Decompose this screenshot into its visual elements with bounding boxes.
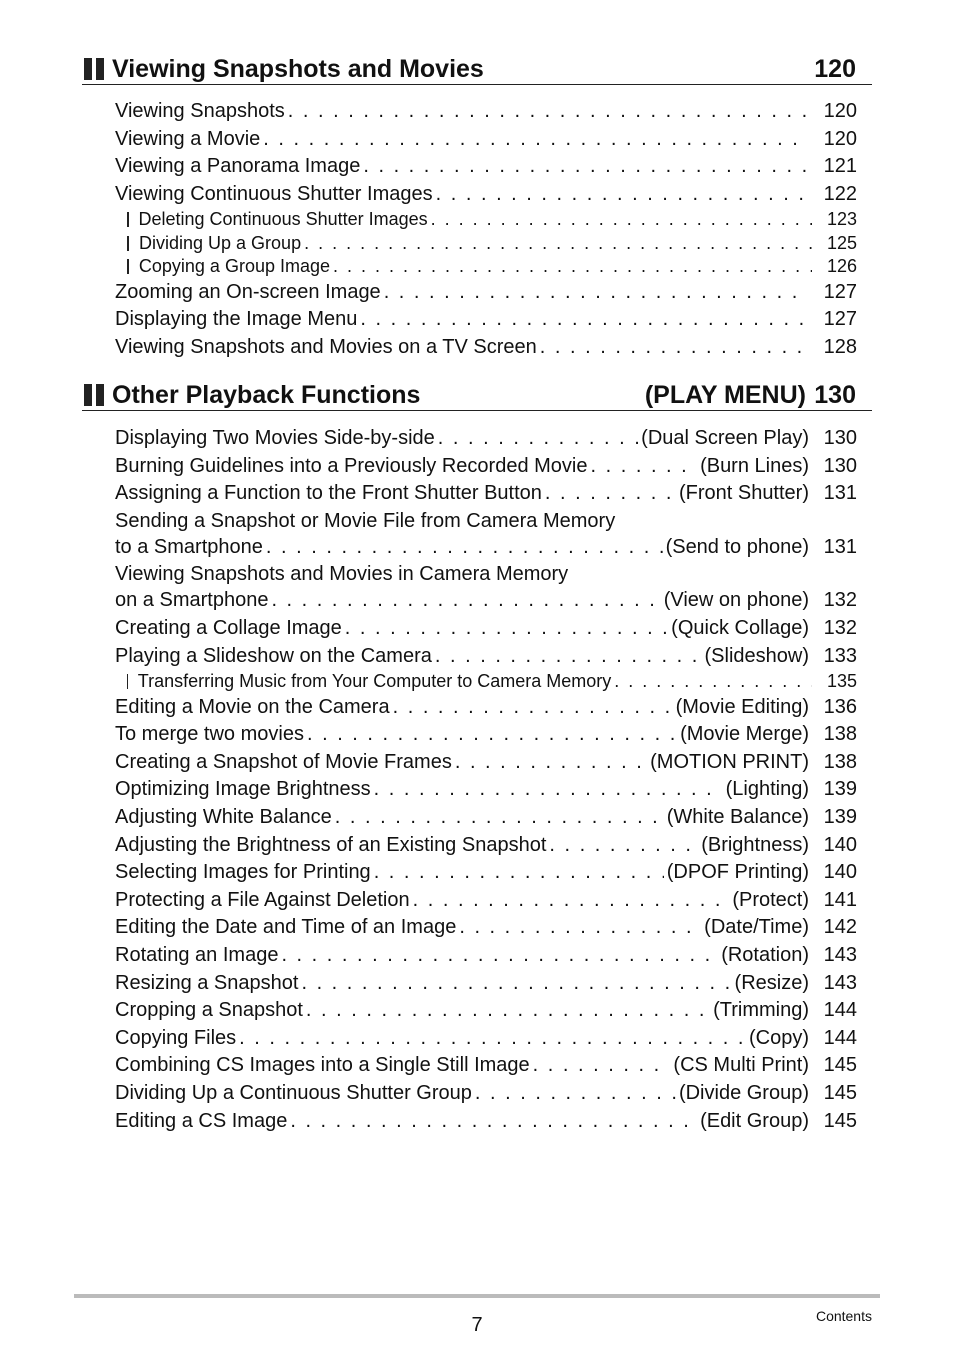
toc-entry-page: 125 [826, 232, 857, 253]
toc-entry-label: Playing a Slideshow on the Camera [115, 644, 432, 667]
toc-entry-label: Zooming an On-screen Image [115, 280, 381, 303]
toc-entry-menu-tag: (White Balance) [666, 806, 809, 829]
dot-leader [533, 1052, 671, 1080]
bullet-marker-icon [127, 259, 129, 274]
toc-entry-page: 121 [823, 155, 857, 178]
toc-entry-menu-tag: (Slideshow) [704, 644, 809, 667]
bullet-marker-icon [127, 236, 129, 251]
toc-entry[interactable] [115, 126, 857, 154]
toc-entry-menu-tag: (View on phone) [663, 589, 809, 612]
dot-leader [307, 721, 677, 749]
dot-leader [335, 804, 664, 832]
toc-entry[interactable] [115, 832, 857, 860]
toc-entry-page: 138 [823, 750, 857, 773]
toc-entry[interactable] [115, 279, 857, 307]
toc-entry-page: 138 [823, 723, 857, 746]
toc-entry-label: Displaying the Image Menu [115, 308, 358, 331]
footer-divider [74, 1294, 880, 1298]
toc-entry[interactable] [115, 98, 857, 126]
dot-leader [290, 1108, 697, 1136]
toc-entry-label: Viewing Snapshots [115, 100, 285, 122]
toc-entry-label: Editing a Movie on the Camera [115, 695, 390, 718]
dot-leader [301, 970, 731, 998]
toc-entry-menu-tag: (Date/Time) [704, 916, 809, 939]
toc-entry[interactable] [115, 480, 857, 508]
toc-entry[interactable] [115, 694, 857, 722]
section-heading [82, 54, 872, 85]
dot-leader [239, 1025, 746, 1053]
dot-leader [436, 181, 806, 209]
toc-entry-page: 123 [826, 209, 857, 230]
bullet-marker-icon [127, 212, 129, 227]
toc-entry-page: 120 [823, 100, 857, 122]
toc-entry-line1[interactable]: Viewing Snapshots and Movies in Camera Memory [115, 563, 569, 586]
section-page-number[interactable]: 130 [814, 381, 856, 409]
footer-page-number: 7 [471, 1314, 483, 1336]
dot-leader [431, 208, 812, 232]
toc-entry-label: Rotating an Image [115, 944, 279, 966]
toc-entry-label: Optimizing Image Brightness [115, 778, 371, 801]
toc-entry[interactable] [115, 970, 857, 998]
toc-entry-label: Assigning a Function to the Front Shutter Button [115, 482, 542, 505]
toc-entry-label: on a Smartphone [115, 589, 269, 612]
toc-entry[interactable] [115, 306, 857, 334]
toc-entry-page: 140 [823, 833, 857, 856]
toc-entry-page: 131 [823, 482, 857, 505]
bullet-marker-icon [127, 674, 128, 689]
toc-entry[interactable] [115, 1025, 857, 1053]
section-page-number[interactable]: 120 [814, 55, 856, 83]
toc-entry-menu-tag: (Lighting) [725, 778, 809, 801]
toc-entry[interactable] [115, 181, 857, 209]
toc-entry-label: Combining CS Images into a Single Still Image [115, 1054, 530, 1077]
toc-entry-page: 127 [823, 280, 857, 303]
toc-entry-menu-tag: (Front Shutter) [678, 482, 809, 505]
dot-leader [614, 670, 812, 694]
toc-entry-page: 131 [823, 535, 857, 558]
dot-leader [475, 1080, 676, 1108]
dot-leader [393, 694, 673, 722]
toc-entry[interactable] [115, 643, 857, 671]
toc-entry-menu-tag: (CS Multi Print) [673, 1054, 809, 1077]
toc-entry-page: 126 [826, 256, 857, 277]
toc-entry-label: Burning Guidelines into a Previously Recorded Movie [115, 454, 588, 477]
toc-entry[interactable] [115, 1108, 857, 1136]
footer-contents-label[interactable]: Contents [815, 1308, 872, 1324]
toc-entry[interactable] [115, 153, 857, 181]
toc-entry-label: Protecting a File Against Deletion [115, 888, 410, 911]
toc-entry-list [115, 425, 857, 1135]
toc-entry[interactable] [115, 1080, 857, 1108]
toc-entry-label: Copying a Group Image [138, 256, 330, 277]
toc-entry-label: Editing the Date and Time of an Image [115, 916, 457, 939]
toc-entry-menu-tag: (MOTION PRINT) [650, 750, 809, 773]
toc-entry-label: Selecting Images for Printing [115, 861, 371, 884]
toc-entry-list [115, 98, 857, 362]
dot-leader [306, 997, 710, 1025]
dot-leader [363, 153, 806, 181]
toc-entry-page: 120 [823, 127, 857, 150]
toc-entry-line1[interactable]: Sending a Snapshot or Movie File from Camera Memory [115, 509, 616, 532]
toc-entry-page: 145 [823, 1054, 857, 1077]
toc-entry[interactable] [115, 1052, 857, 1080]
toc-entry-label: Dividing Up a Continuous Shutter Group [115, 1081, 472, 1104]
toc-entry-label: to a Smartphone [115, 535, 263, 558]
toc-entry-menu-tag: (Trimming) [713, 999, 809, 1022]
toc-entry-label: To merge two movies [115, 723, 304, 746]
toc-entry-page: 143 [823, 944, 857, 966]
dot-leader [413, 887, 730, 915]
toc-entry[interactable] [115, 997, 857, 1025]
toc-entry-page: 122 [823, 182, 857, 205]
toc-entry-menu-tag: (Rotation) [721, 944, 809, 966]
dot-leader [304, 232, 812, 256]
toc-entry-page: 130 [823, 427, 857, 449]
toc-entry[interactable] [115, 749, 857, 777]
section-title[interactable]: Other Playback Functions [112, 381, 421, 409]
toc-entry-label: Adjusting White Balance [115, 806, 332, 829]
dot-leader [384, 279, 806, 307]
toc-subentry[interactable] [115, 670, 857, 694]
toc-entry-label: Deleting Continuous Shutter Images [138, 209, 428, 230]
toc-entry-label: Cropping a Snapshot [115, 999, 303, 1022]
toc-entry-page: 141 [823, 888, 857, 911]
toc-entry-page: 139 [823, 806, 857, 829]
section-title[interactable]: Viewing Snapshots and Movies [112, 55, 484, 83]
toc-entry-page: 127 [823, 308, 857, 331]
toc-entry-page: 144 [823, 1026, 857, 1049]
toc-entry-page: 140 [823, 861, 857, 884]
section-heading [82, 380, 872, 411]
toc-entry-page: 133 [823, 644, 857, 667]
toc-entry-menu-tag: (Movie Merge) [680, 723, 809, 746]
toc-entry-menu-tag: (Resize) [734, 971, 809, 994]
section-menu-tag: (PLAY MENU) [644, 381, 806, 409]
dot-leader [266, 534, 663, 562]
toc-entry-label: Resizing a Snapshot [115, 971, 299, 994]
dot-leader [288, 98, 806, 126]
dot-leader [333, 255, 812, 279]
toc-entry-label: Transferring Music from Your Computer to Camera Memory [137, 671, 612, 692]
toc-entry-page: 142 [823, 916, 857, 939]
toc-entry-label: Viewing a Movie [115, 127, 261, 150]
toc-entry-menu-tag: (Protect) [732, 888, 809, 911]
dot-leader [345, 615, 668, 643]
dot-leader [281, 942, 718, 970]
toc-entry[interactable] [115, 859, 857, 887]
toc-entry-menu-tag: (Dual Screen Play) [641, 427, 809, 449]
toc-entry-label: Viewing Snapshots and Movies on a TV Screen [115, 336, 537, 359]
toc-entry-menu-tag: (Brightness) [701, 833, 809, 856]
toc-entry-page: 128 [823, 336, 857, 359]
toc-entry-page: 139 [823, 778, 857, 801]
toc-entry[interactable] [115, 721, 857, 749]
dot-leader [540, 334, 806, 362]
toc-entry-menu-tag: (Copy) [748, 1026, 809, 1049]
toc-entry-label: Editing a CS Image [115, 1109, 288, 1132]
toc-entry-menu-tag: (Quick Collage) [671, 616, 809, 639]
dot-leader [455, 749, 647, 777]
toc-entry-label: Viewing Continuous Shutter Images [115, 182, 433, 205]
section-marker-icon [84, 384, 108, 406]
toc-entry-menu-tag: (DPOF Printing) [666, 861, 809, 884]
toc-subentry[interactable] [115, 255, 857, 279]
toc-entry[interactable] [115, 425, 857, 453]
toc-entry-page: 130 [823, 454, 857, 477]
toc-entry-menu-tag: (Send to phone) [665, 535, 809, 558]
toc-entry-label: Creating a Collage Image [115, 616, 342, 639]
dot-leader [263, 126, 806, 154]
toc-subentry[interactable] [115, 232, 857, 256]
dot-leader [271, 587, 660, 615]
toc-entry[interactable] [115, 887, 857, 915]
toc-entry-label: Viewing a Panorama Image [115, 155, 361, 178]
dot-leader [590, 453, 697, 481]
toc-entry-page: 136 [823, 695, 857, 718]
toc-entry-menu-tag: (Edit Group) [700, 1109, 809, 1132]
toc-entry-page: 132 [823, 616, 857, 639]
toc-entry[interactable] [115, 776, 857, 804]
toc-section-viewing [82, 54, 872, 359]
toc-entry-page: 144 [823, 999, 857, 1022]
toc-entry-menu-tag: (Movie Editing) [675, 695, 809, 718]
toc-entry-page: 145 [823, 1109, 857, 1132]
toc-entry[interactable] [115, 942, 857, 970]
dot-leader [374, 776, 723, 804]
toc-section-other-playback [82, 380, 872, 1132]
toc-entry-label: Creating a Snapshot of Movie Frames [115, 750, 452, 773]
toc-entry-menu-tag: (Divide Group) [678, 1081, 809, 1104]
toc-entry[interactable] [115, 587, 857, 615]
toc-entry[interactable] [115, 804, 857, 832]
dot-leader [545, 480, 676, 508]
toc-entry-label: Displaying Two Movies Side-by-side [115, 427, 435, 449]
toc-entry-label: Copying Files [115, 1026, 237, 1049]
dot-leader [459, 914, 701, 942]
toc-entry-page: 145 [823, 1081, 857, 1104]
toc-entry[interactable] [115, 914, 857, 942]
dot-leader [549, 832, 698, 860]
toc-entry[interactable] [115, 334, 857, 362]
toc-subentry[interactable] [115, 208, 857, 232]
toc-entry-label: Adjusting the Brightness of an Existing Snapshot [115, 833, 547, 856]
toc-entry-page: 135 [826, 671, 857, 692]
dot-leader [438, 425, 638, 453]
dot-leader [435, 643, 702, 671]
section-marker-icon [84, 58, 108, 80]
toc-entry-page: 143 [823, 971, 857, 994]
toc-entry-page: 132 [823, 589, 857, 612]
dot-leader [374, 859, 664, 887]
toc-entry[interactable] [115, 453, 857, 481]
toc-entry[interactable] [115, 615, 857, 643]
toc-entry[interactable] [115, 534, 857, 562]
dot-leader [360, 306, 806, 334]
toc-entry-label: Dividing Up a Group [139, 232, 302, 253]
toc-entry-menu-tag: (Burn Lines) [700, 454, 809, 477]
